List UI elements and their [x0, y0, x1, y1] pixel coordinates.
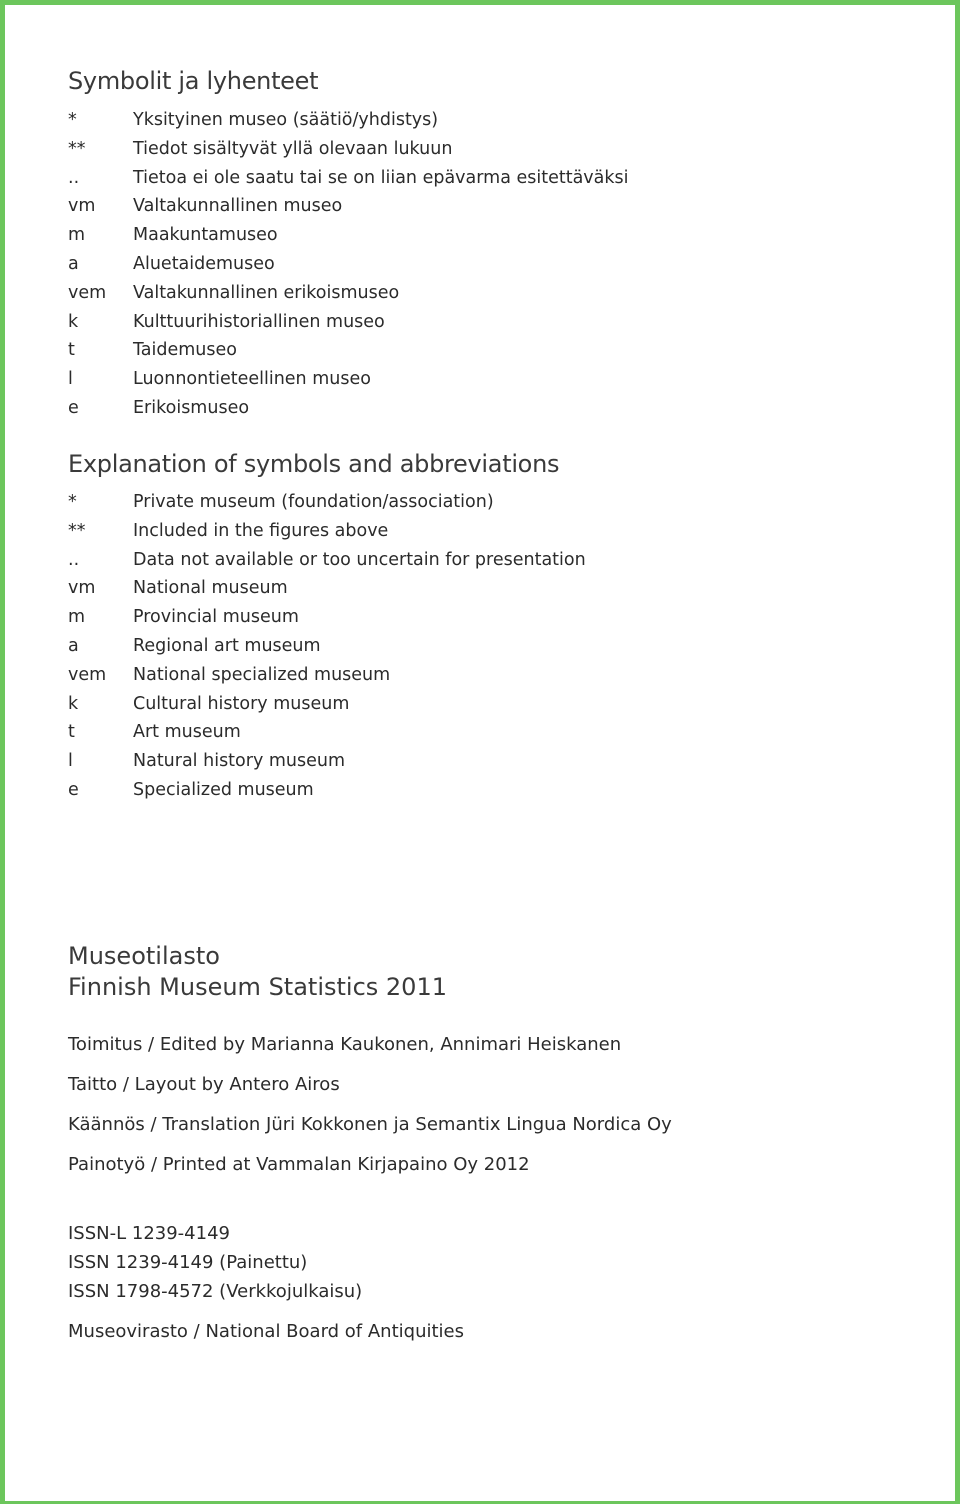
layout-by-credit: Taitto / Layout by Antero Airos	[68, 1074, 340, 1095]
legend-symbol: l	[68, 369, 73, 390]
legend-symbol: k	[68, 311, 79, 332]
legend-symbol: l	[68, 751, 73, 772]
legend-description: Regional art museum	[133, 635, 321, 656]
legend-description: Included in the figures above	[133, 520, 389, 541]
publication-title-finnish: Museotilasto	[68, 942, 220, 970]
legend-symbol: vem	[68, 282, 107, 303]
legend-description: Tietoa ei ole saatu tai se on liian epävarma esitettäväksi	[133, 167, 629, 188]
edited-by-credit: Toimitus / Edited by Marianna Kaukonen, Annimari Heiskanen	[68, 1034, 622, 1055]
legend-symbol: t	[68, 722, 75, 743]
legend-symbol: ..	[68, 167, 80, 188]
legend-description: Maakuntamuseo	[133, 225, 278, 246]
printer-credit: Painotyö / Printed at Vammalan Kirjapaino Oy 2012	[68, 1154, 530, 1175]
legend-description: Tiedot sisältyvät yllä olevaan lukuun	[133, 138, 453, 159]
issn-online: ISSN 1798-4572 (Verkkojulkaisu)	[68, 1281, 363, 1302]
translation-credit: Käännös / Translation Jüri Kokkonen ja Semantix Lingua Nordica Oy	[68, 1114, 672, 1135]
legend-description: Taidemuseo	[133, 340, 237, 361]
legend-symbol: *	[68, 110, 77, 130]
legend-symbol: **	[68, 138, 86, 159]
legend-description: National museum	[133, 578, 288, 599]
issn-print: ISSN 1239-4149 (Painettu)	[68, 1252, 308, 1273]
publication-title-english: Finnish Museum Statistics 2011	[68, 973, 447, 1001]
legend-symbol: vm	[68, 578, 96, 599]
legend-symbol: m	[68, 225, 86, 246]
legend-description: Aluetaidemuseo	[133, 253, 275, 274]
legend-description: National specialized museum	[133, 664, 391, 685]
legend-description: Valtakunnallinen erikoismuseo	[133, 282, 400, 303]
legend-description: Erikoismuseo	[133, 397, 250, 418]
legend-symbol: e	[68, 397, 79, 418]
legend-description: Data not available or too uncertain for presentation	[133, 549, 586, 570]
legend-symbol: t	[68, 340, 75, 361]
legend-symbol: *	[68, 492, 77, 512]
legend-symbol: vm	[68, 196, 96, 217]
legend-symbol: vem	[68, 664, 107, 685]
legend-symbol: m	[68, 607, 86, 628]
legend-description: Art museum	[133, 722, 241, 743]
legend-description: Cultural history museum	[133, 693, 350, 714]
legend-description: Luonnontieteellinen museo	[133, 369, 371, 390]
legend-symbol: e	[68, 779, 79, 800]
legend-description: Valtakunnallinen museo	[133, 196, 343, 217]
legend-description: Specialized museum	[133, 779, 314, 800]
legend-description: Kulttuurihistoriallinen museo	[133, 311, 385, 332]
legend-description: Private museum (foundation/association)	[133, 492, 494, 512]
legend-symbol: a	[68, 635, 79, 656]
legend-description: Natural history museum	[133, 751, 346, 772]
english-legend-title: Explanation of symbols and abbreviations	[68, 450, 560, 478]
legend-symbol: **	[68, 520, 86, 541]
issn-l: ISSN-L 1239-4149	[68, 1223, 230, 1244]
publisher-credit: Museovirasto / National Board of Antiquities	[68, 1321, 464, 1342]
legend-description: Yksityinen museo (säätiö/yhdistys)	[133, 110, 439, 130]
finnish-legend-title: Symbolit ja lyhenteet	[68, 67, 319, 95]
legend-symbol: ..	[68, 549, 80, 570]
legend-symbol: k	[68, 693, 79, 714]
legend-symbol: a	[68, 253, 79, 274]
legend-description: Provincial museum	[133, 607, 299, 628]
